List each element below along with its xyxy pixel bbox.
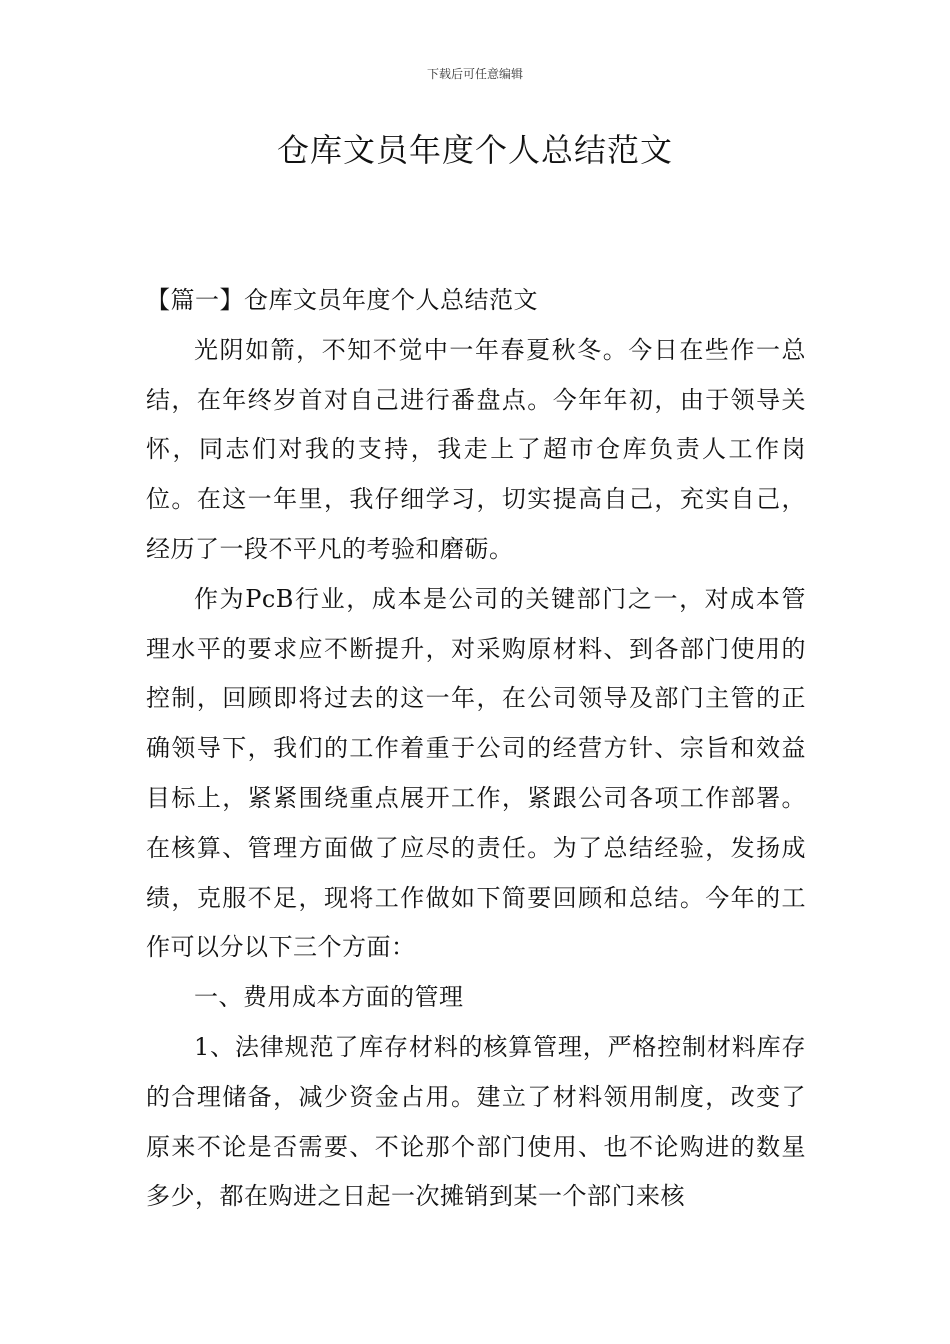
paragraph-intro: 光阴如箭，不知不觉中一年春夏秋冬。今日在些作一总结，在年终岁首对自己进行番盘点。今年年初，由于领导关怀，同志们对我的支持，我走上了超市仓库负责人工作岗位。在这一年里，我仔细学习，切实提高自己，充实自己，经历了一段不平凡的考验和磨砺。	[146, 335, 806, 563]
document-body	[146, 276, 806, 1222]
document-title: 仓库文员年度个人总结范文	[276, 131, 673, 169]
paragraph-overview: 作为PcB行业，成本是公司的关键部门之一，对成本管理水平的要求应不断提升，对采购原材料、到各部门使用的控制，回顾即将过去的这一年，在公司领导及部门主管的正确领导下，我们的工作着重于公司的经营方针、宗旨和效益目标上，紧紧围绕重点展开工作，紧跟公司各项工作部署。在核算、管理方面做了应尽的责任。为了总结经验，发扬成绩，克服不足，现将工作做如下简要回顾和总结。今年的工作可以分以下三个方面：	[146, 584, 806, 962]
header-note: 下载后可任意编辑	[426, 67, 523, 81]
paragraph-item-1: 1、法律规范了库存材料的核算管理，严格控制材料库存的合理储备，减少资金占用。建立了材料领用制度，改变了原来不论是否需要、不论那个部门使用、也不论购进的数星多少，都在购进之日起一次摊销到某一个部门来核	[146, 1032, 806, 1211]
section-heading: 【篇一】仓库文员年度个人总结范文	[146, 286, 538, 314]
subsection-heading: 一、费用成本方面的管理	[194, 983, 464, 1012]
